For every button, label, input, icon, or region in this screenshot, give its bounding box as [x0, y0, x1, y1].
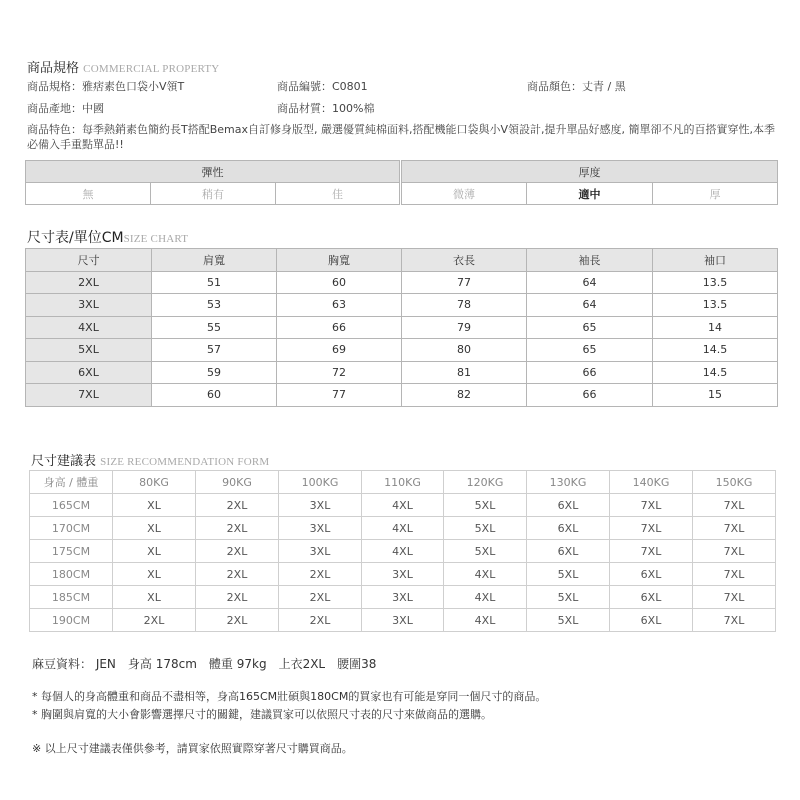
- size-value-cell: 57: [152, 339, 277, 362]
- size-value-cell: 14.5: [653, 361, 778, 384]
- spec-text: 商品規格：雅痞素色口袋小V領T: [27, 80, 185, 93]
- thickness-option-thin: 微薄: [402, 183, 527, 205]
- size-value-cell: 66: [527, 361, 653, 384]
- note-2: * 胸圍與肩寬的大小會影響選擇尺寸的關鍵，建議買家可以依照尺寸表的尺寸來做商品的選購。: [32, 708, 492, 721]
- size-value-cell: 15: [653, 384, 778, 407]
- recommendation-row: [30, 494, 776, 517]
- size-chart-header-cell: 尺寸: [26, 249, 152, 272]
- height-label-cell: 165CM: [30, 494, 113, 517]
- size-value-cell: 13.5: [653, 271, 778, 294]
- recommended-size-cell: 7XL: [693, 609, 776, 632]
- size-value-cell: 53: [152, 294, 277, 317]
- recommendation-row: [30, 586, 776, 609]
- recommended-size-cell: 4XL: [362, 494, 444, 517]
- recommendation-row: [30, 517, 776, 540]
- size-label-cell: 4XL: [26, 316, 152, 339]
- recommendation-title-en: SIZE RECOMMENDATION FORM: [100, 456, 270, 468]
- recommendation-header-cell: 150KG: [693, 471, 776, 494]
- recommended-size-cell: 4XL: [444, 586, 527, 609]
- size-value-cell: 77: [402, 271, 527, 294]
- size-chart-header-cell: 衣長: [402, 249, 527, 272]
- recommended-size-cell: 2XL: [196, 540, 279, 563]
- note-1: * 每個人的身高體重和商品不盡相等，身高165CM壯碩與180CM的買家也有可能是穿同一個尺寸的商品。: [32, 690, 547, 703]
- property-title-cn: 商品規格: [27, 61, 80, 76]
- size-value-cell: 65: [527, 316, 653, 339]
- recommendation-header-cell: 身高 / 體重: [30, 471, 113, 494]
- recommended-size-cell: XL: [113, 494, 196, 517]
- recommendation-header-row: [30, 471, 776, 494]
- recommendation-header-cell: 90KG: [196, 471, 279, 494]
- recommendation-header-cell: 130KG: [527, 471, 610, 494]
- recommendation-row: [30, 563, 776, 586]
- size-value-cell: 59: [152, 361, 277, 384]
- size-value-cell: 63: [277, 294, 402, 317]
- size-chart-title-en: SIZE CHART: [123, 233, 189, 245]
- origin-text: 商品產地：中國: [27, 102, 104, 115]
- height-label-cell: 185CM: [30, 586, 113, 609]
- size-chart-row: [26, 361, 778, 384]
- recommended-size-cell: XL: [113, 563, 196, 586]
- elasticity-header: 彈性: [26, 161, 400, 183]
- recommended-size-cell: 3XL: [362, 563, 444, 586]
- recommended-size-cell: 5XL: [527, 563, 610, 586]
- elasticity-option-some: 稍有: [151, 183, 276, 205]
- recommended-size-cell: 7XL: [693, 563, 776, 586]
- size-value-cell: 65: [527, 339, 653, 362]
- thickness-option-medium: 適中: [527, 183, 653, 205]
- recommended-size-cell: 3XL: [279, 517, 362, 540]
- recommendation-table: [29, 470, 776, 632]
- recommendation-header-cell: 80KG: [113, 471, 196, 494]
- size-label-cell: 3XL: [26, 294, 152, 317]
- elasticity-option-good: 佳: [276, 183, 400, 205]
- recommended-size-cell: 4XL: [362, 540, 444, 563]
- size-chart-header-cell: 肩寬: [152, 249, 277, 272]
- recommended-size-cell: 6XL: [527, 494, 610, 517]
- elasticity-option-none: 無: [26, 183, 151, 205]
- disclaimer: ※ 以上尺寸建議表僅供參考，請買家依照實際穿著尺寸購買商品。: [32, 742, 353, 755]
- height-label-cell: 180CM: [30, 563, 113, 586]
- recommended-size-cell: 4XL: [444, 563, 527, 586]
- recommendation-header-cell: 100KG: [279, 471, 362, 494]
- size-chart-row: [26, 271, 778, 294]
- height-label-cell: 175CM: [30, 540, 113, 563]
- size-value-cell: 55: [152, 316, 277, 339]
- size-chart-row: [26, 294, 778, 317]
- size-chart-header-cell: 袖長: [527, 249, 653, 272]
- recommended-size-cell: 4XL: [444, 609, 527, 632]
- model-info: 麻豆資料： JEN 身高 178cm 體重 97kg 上衣2XL 腰圍38: [32, 657, 377, 671]
- size-value-cell: 77: [277, 384, 402, 407]
- recommendation-header-cell: 140KG: [610, 471, 693, 494]
- recommended-size-cell: 5XL: [444, 517, 527, 540]
- recommended-size-cell: 4XL: [362, 517, 444, 540]
- recommended-size-cell: 2XL: [196, 517, 279, 540]
- recommended-size-cell: 5XL: [444, 494, 527, 517]
- size-chart-row: [26, 316, 778, 339]
- material-text: 商品材質：100%棉: [277, 102, 375, 115]
- size-value-cell: 64: [527, 294, 653, 317]
- size-chart-header-cell: 袖口: [653, 249, 778, 272]
- size-value-cell: 13.5: [653, 294, 778, 317]
- recommended-size-cell: 6XL: [610, 586, 693, 609]
- recommended-size-cell: XL: [113, 540, 196, 563]
- size-value-cell: 14: [653, 316, 778, 339]
- recommendation-header-cell: 110KG: [362, 471, 444, 494]
- recommended-size-cell: 3XL: [362, 609, 444, 632]
- size-chart-row: [26, 384, 778, 407]
- recommended-size-cell: 5XL: [527, 586, 610, 609]
- size-value-cell: 78: [402, 294, 527, 317]
- recommendation-header-cell: 120KG: [444, 471, 527, 494]
- recommended-size-cell: 2XL: [113, 609, 196, 632]
- feature-text: 商品特色：每季熱銷素色簡約長T搭配Bemax自訂修身版型, 嚴選優質純棉面料,搭配機能口袋與小V領設計,提升單品好感度, 簡單卻不凡的百搭實穿性,本季必備入手重點單品!!: [27, 123, 775, 151]
- size-label-cell: 6XL: [26, 361, 152, 384]
- recommended-size-cell: 6XL: [527, 540, 610, 563]
- code-text: 商品編號：C0801: [277, 80, 368, 93]
- recommended-size-cell: 3XL: [279, 494, 362, 517]
- size-chart-row: [26, 339, 778, 362]
- thickness-option-thick: 厚: [653, 183, 778, 205]
- size-label-cell: 5XL: [26, 339, 152, 362]
- size-value-cell: 66: [277, 316, 402, 339]
- size-value-cell: 64: [527, 271, 653, 294]
- recommended-size-cell: 6XL: [610, 563, 693, 586]
- size-chart-title-cn: 尺寸表/單位CM: [27, 230, 124, 246]
- recommendation-title-cn: 尺寸建議表: [31, 454, 97, 469]
- size-value-cell: 82: [402, 384, 527, 407]
- size-chart-table: [25, 248, 778, 407]
- size-value-cell: 51: [152, 271, 277, 294]
- recommended-size-cell: 7XL: [693, 517, 776, 540]
- recommended-size-cell: 7XL: [610, 540, 693, 563]
- size-chart-title: [27, 227, 188, 247]
- recommended-size-cell: 5XL: [527, 609, 610, 632]
- recommendation-title: [31, 450, 269, 469]
- recommended-size-cell: 7XL: [610, 517, 693, 540]
- property-title: [27, 57, 219, 76]
- size-value-cell: 66: [527, 384, 653, 407]
- recommended-size-cell: 7XL: [693, 494, 776, 517]
- recommended-size-cell: 2XL: [196, 609, 279, 632]
- recommended-size-cell: 7XL: [693, 586, 776, 609]
- recommended-size-cell: 2XL: [196, 586, 279, 609]
- recommended-size-cell: 2XL: [196, 494, 279, 517]
- color-text: 商品顏色：丈青 / 黑: [527, 80, 626, 93]
- recommendation-row: [30, 609, 776, 632]
- size-value-cell: 72: [277, 361, 402, 384]
- recommended-size-cell: XL: [113, 586, 196, 609]
- size-label-cell: 7XL: [26, 384, 152, 407]
- recommended-size-cell: 7XL: [610, 494, 693, 517]
- recommended-size-cell: XL: [113, 517, 196, 540]
- recommended-size-cell: 6XL: [610, 609, 693, 632]
- height-label-cell: 190CM: [30, 609, 113, 632]
- size-value-cell: 80: [402, 339, 527, 362]
- size-value-cell: 69: [277, 339, 402, 362]
- size-label-cell: 2XL: [26, 271, 152, 294]
- size-chart-header-row: [26, 249, 778, 272]
- property-title-en: COMMERCIAL PROPERTY: [83, 63, 220, 75]
- recommended-size-cell: 5XL: [444, 540, 527, 563]
- size-value-cell: 60: [152, 384, 277, 407]
- recommendation-row: [30, 540, 776, 563]
- recommended-size-cell: 6XL: [527, 517, 610, 540]
- size-value-cell: 81: [402, 361, 527, 384]
- recommended-size-cell: 2XL: [279, 563, 362, 586]
- size-value-cell: 79: [402, 316, 527, 339]
- thickness-header: 厚度: [402, 161, 778, 183]
- height-label-cell: 170CM: [30, 517, 113, 540]
- recommended-size-cell: 3XL: [362, 586, 444, 609]
- property-table: [25, 160, 778, 205]
- size-chart-header-cell: 胸寬: [277, 249, 402, 272]
- recommended-size-cell: 3XL: [279, 540, 362, 563]
- size-value-cell: 14.5: [653, 339, 778, 362]
- size-value-cell: 60: [277, 271, 402, 294]
- recommended-size-cell: 2XL: [196, 563, 279, 586]
- recommended-size-cell: 2XL: [279, 586, 362, 609]
- recommended-size-cell: 2XL: [279, 609, 362, 632]
- recommended-size-cell: 7XL: [693, 540, 776, 563]
